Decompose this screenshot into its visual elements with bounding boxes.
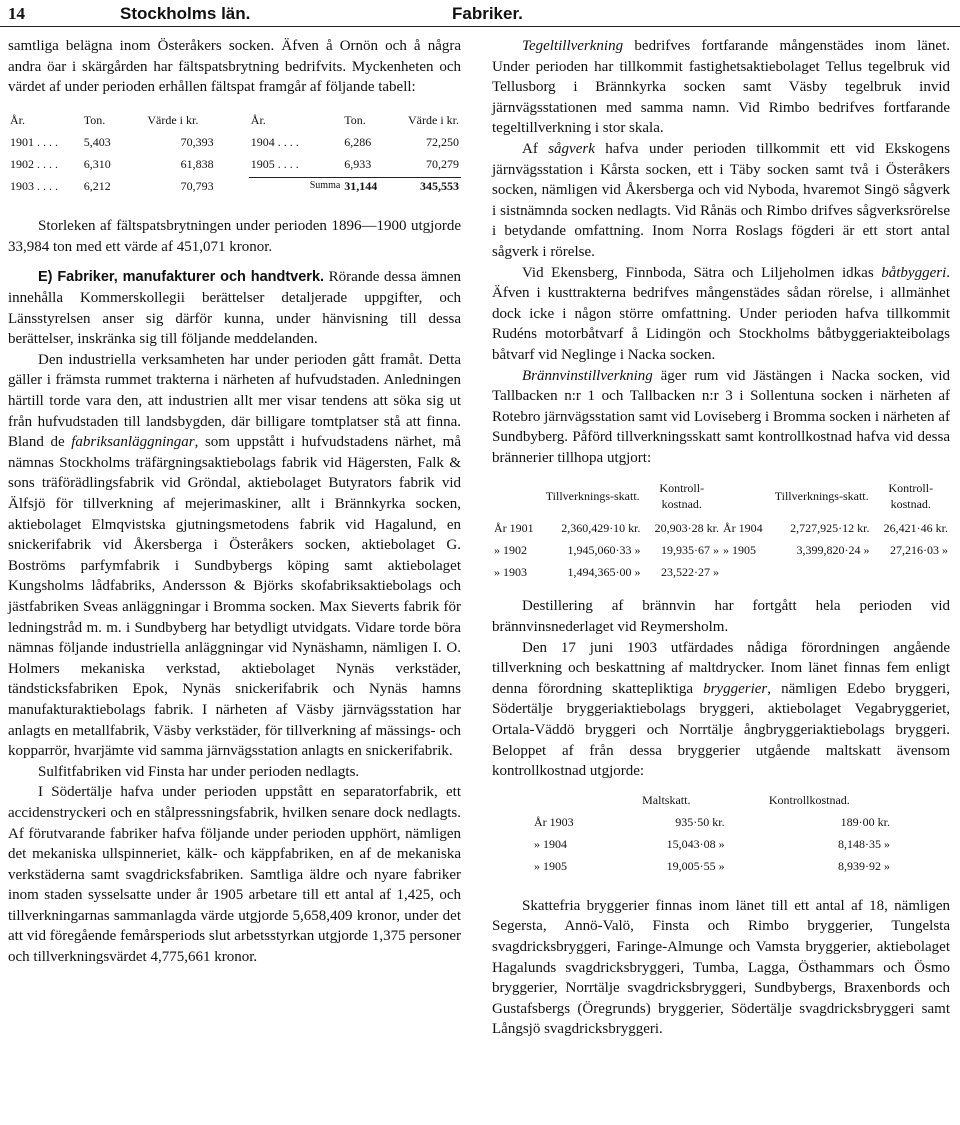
sulfite-paragraph: Sulfitfabriken vid Finsta har under perioden nedlagts. <box>38 763 360 780</box>
table-cell: År 1903 <box>534 814 574 829</box>
brick-emphasis: Tegeltillverkning <box>522 38 624 54</box>
malt-law-text: Den 17 juni 1903 utfärdades nådiga förordningen angående tillverkning och beskattning af maltdrycker. Inom länet finnas fem enligt denna förordning skattepliktiga <box>492 639 950 697</box>
sawmill-emphasis: sågverk <box>548 140 595 157</box>
table-cell: » 1902 <box>494 543 527 558</box>
table-cell: » 1904 <box>534 836 567 851</box>
table-cell: 6,286 <box>344 134 372 149</box>
table-cell: 1905 . . . . <box>250 156 299 171</box>
table-cell: » 1905 <box>722 543 756 558</box>
table-row <box>492 542 950 558</box>
size-paragraph: Storleken af fältspatsbrytningen under perioden 1896—1900 utgjorde 33,984 ton med ett värde af 451,071 kronor. <box>8 218 461 255</box>
sawmill-prefix: Af <box>522 140 549 157</box>
table-header <box>492 480 543 512</box>
feldspar-table <box>8 112 461 195</box>
table-cell: 61,838 <box>180 156 214 171</box>
table-row <box>8 156 461 172</box>
table-header <box>721 480 772 512</box>
development-paragraph <box>8 350 461 762</box>
table-row <box>532 858 892 874</box>
distillation-paragraph: Destillering af brännvin har fortgått hela perioden vid brännvinsnederlaget vid Reymersholm. <box>492 598 950 636</box>
left-column <box>8 36 461 968</box>
development-emphasis: fabriksanläggningar <box>71 434 195 451</box>
table-row <box>8 178 461 195</box>
table-header: Kontrollkostnad. <box>768 792 850 807</box>
table-header <box>532 792 606 808</box>
table-row <box>492 564 950 580</box>
sodertalje-paragraph: I Södertälje hafva under perioden uppstått en separatorfabrik, ett accidenstryckeri och en stålpressningsfabrik, hvilken senare dock nedlagts. Af förutvarande fabriker hafva följande under perioden upphört, nämligen det mekaniska ullspinneriet, kälk- och käppfabriken, en af de mekaniska verkstäderna samt svagdricksfabriken. Samtliga äldre och nyare fabriker inom staden sysselsatte under år 1905 arbetare till ett antal af 1,425, och tillverkningarnas sammanlagda värde utgjorde 5,658,409 kronor, under det att vid föregående femårsperiods slut arbetsstyrkan utgjorde 1,375 personer och tillverkningsvärdet 4,775,661 kronor. <box>8 784 461 966</box>
sawmill-text: hafva under perioden tillkommit ett vid Ekskogens järnvägsstation i Kårsta socken, ett i Täby socken samt två i Österåkers socken, nämligen vid Åkersberga och vid Nyboda, hvaremot Singö sågverk i sistnämnda socken nedlagts. Vid Rånäs och Rimbo drifves sågverksrörelse i betydande omfattning. Inom Norra Roslags fögderi är ett stort antal sågverk i rörelse. <box>492 140 951 260</box>
table-cell: » 1903 <box>494 565 527 580</box>
header-rule <box>0 26 960 27</box>
table-cell: 189·00 kr. <box>840 814 890 829</box>
table-cell: 6,310 <box>83 156 111 171</box>
table-header: Ton. <box>344 112 366 127</box>
table-header: År. <box>250 112 266 127</box>
table-header-row <box>492 480 950 512</box>
table-cell: 70,279 <box>426 156 459 171</box>
sawmill-paragraph <box>492 139 950 263</box>
section-e-text: Rörande dessa ämnen innehålla Kommerskollegii berättelser detaljerade uppgifter, och Länsstyrelsen anser sig därför kunna, under hänvisning till dessa berättelser, inskränka sig till följande meddelanden. <box>8 269 461 348</box>
table-cell: 1,945,060·33 » <box>567 543 641 558</box>
malt-tax-table <box>532 792 892 874</box>
development-text: Den industriella verksamheten har under perioden gått framåt. Detta gäller i främsta rummet trakterna i närheten af hufvudstaden. Anledningen härtill torde vara den, att industrien allt mer visar tendens att söka sig ut från hufvudstaden till landsbygden, där billigare tomtplatser stå att finna. Bland de <box>8 351 461 451</box>
section-title: Fabriker. <box>452 4 523 23</box>
malt-law-emphasis: bryggerier <box>703 680 768 697</box>
right-column <box>492 36 950 1040</box>
table-header-row <box>532 792 892 808</box>
table-cell: 20,903·28 kr. <box>654 521 719 536</box>
table-cell: 26,421·46 kr. <box>883 521 948 536</box>
table-cell: 1904 . . . . <box>250 134 299 149</box>
table-header: Maltskatt. <box>642 792 691 807</box>
malt-law-text-rest: , nämligen Edebo bryggeri, Södertälje bryggeriaktiebolags bryggeri, aktiebolaget Vegabryggeriet, Ortala-Väddö bryggeri och Norrtälje ångbryggeriaktiebolags bryggeri. Beloppet af från dessa bryggerier utgående maltskatt ävensom kontrollkostnad utgjorde: <box>492 680 950 780</box>
boat-prefix: Vid Ekensberg, Finnboda, Sätra och Liljeholmen idkas <box>522 264 882 281</box>
sum-ton: 31,144 <box>342 178 406 195</box>
table-row <box>8 134 461 150</box>
table-cell: 3,399,820·24 » <box>796 543 870 558</box>
tax-free-paragraph: Skattefria bryggerier finnas inom länet till ett antal af 18, nämligen Segersta, Annö-Valö, Finsta och Rimbo bryggerier, Tungelsta svagdricksbryggeri, Faringe-Almunge och Vamsta bryggerier, aktiebolaget Hagalunds svagdricksbryggeri, Tumba, Lagga, Östhammars och Ösmo bryggerier, Norrtälje svagdricksbryggeri, Sundbybergs, Braxenbords och Gustafsbergs (Öregrunds) bryggerier, Södertälje svagdricksbryggeri samt Långsjö svagdricksbryggeri. <box>492 897 950 1038</box>
boat-emphasis: båtbyggeri <box>881 264 947 281</box>
section-e-paragraph <box>8 267 461 349</box>
table-cell: 8,939·92 » <box>838 858 890 873</box>
table-cell: 1902 . . . . <box>10 156 58 171</box>
table-cell: 23,522·27 » <box>660 565 719 580</box>
table-cell: 27,216·03 » <box>890 543 948 558</box>
table-cell: 1903 . . . . <box>10 179 58 194</box>
table-header: Kontroll-kostnad. <box>659 481 705 512</box>
table-header-row <box>8 112 461 128</box>
spirits-paragraph <box>492 366 950 469</box>
table-cell: 72,250 <box>426 134 459 149</box>
sum-label: Summa <box>249 178 343 195</box>
county-title: Stockholms län. <box>120 4 251 23</box>
section-e-heading: E) Fabriker, manufakturer och handtverk. <box>38 269 325 286</box>
table-cell: 5,403 <box>83 134 111 149</box>
table-cell: 19,005·55 » <box>666 858 725 873</box>
spirits-tax-table <box>492 480 950 580</box>
table-cell: År 1901 <box>494 521 534 536</box>
spirits-text: äger rum vid Jästängen i Nacka socken, vid Tallbacken n:r 1 och Tallbacken n:r 3 i Sollentuna socken i närheten af Rotebro järnvägsstation samt vid Loviseberg i Bromma socken i närheten af Sundbyberg. Påförd tillverkningsskatt samt kontrollkostnad hafva vid dessa brännerier tillhopa utgjort: <box>492 367 950 466</box>
table-cell: 2,727,925·12 kr. <box>790 521 870 536</box>
table-cell: 6,212 <box>83 179 111 194</box>
sum-value: 345,553 <box>406 178 461 195</box>
table-cell: 1,494,365·00 » <box>567 565 641 580</box>
table-cell: 70,793 <box>180 179 214 194</box>
table-cell: » 1905 <box>534 858 567 873</box>
table-row <box>492 520 950 536</box>
table-header: Tillverknings-skatt. <box>774 489 869 504</box>
table-cell: 6,933 <box>344 156 372 171</box>
table-cell: 935·50 kr. <box>675 814 725 829</box>
table-cell: 70,393 <box>180 134 214 149</box>
table-cell: 19,935·67 » <box>660 543 719 558</box>
table-cell: 8,148·35 » <box>838 836 890 851</box>
development-text-rest: , som uppstått i hufvudstadens närhet, må nämnas Stockholms träfärgningsaktiebolags fabrik vid Hägersten, Falk & sons träförädlingsfabrik vid Gröndal, aktiebolaget Butyrators fabrik vid Älfsjö för tillverkning af mejerimaskiner, allt i Brännkyrka socken, aktiebolaget Elmqvistska gjutningsmetodens fabrik vid Hagalund, en snickerifabrik vid Åkersberga i Österåkers socken, aktiebolaget G. Boströms parfymfabrik i Sundbybergs köping samt aktiebolaget Kungsholms lådfabriks, Andersson & Björks skofabriksaktiebolags och jästfabriken Sveas anläggningar i Bromma socken. Max Sieverts fabrik för ledningstråd m. m. i Sundbyberg har betydligt utvidgats. Vidare torde böra nämnas följande industriella anläggningar vid Nynäshamn, nämligen I. O. Holmers mekaniska verkstad, aktiebolaget Nynäs verkstäder, tändsticksfabriken Epok, Nynäs snickerifabrik och Nynäs hamns manufakturaktiebolags fabrik. I närheten af Väsby järnvägsstation har anlagts en metallfabrik, Väsby verkstäder, för tillverkning af mässings- och kopparrör, hvarjämte vid samma järnvägsstation anlagts en snickerifabrik. <box>8 434 461 760</box>
page-header <box>8 4 952 28</box>
table-cell: 15,043·08 » <box>666 836 725 851</box>
table-cell: 2,360,429·10 kr. <box>561 521 641 536</box>
malt-law-paragraph <box>492 638 950 782</box>
brick-paragraph <box>492 36 950 139</box>
spirits-emphasis: Brännvinstillverkning <box>522 367 653 384</box>
table-header: Värde i kr. <box>147 112 199 127</box>
boat-paragraph <box>492 263 950 366</box>
table-header: Kontroll-kostnad. <box>888 481 934 512</box>
table-header: Tillverknings-skatt. <box>545 489 640 504</box>
table-cell: 1901 . . . . <box>10 134 58 149</box>
table-header: Värde i kr. <box>408 112 459 127</box>
boat-text: . Äfven i kusttrakterna bedrifves mångenstädes sådan rörelse, i allmänhet dock icke i någon större omfattning. Under perioden hafva tillkommit Rudéns motorbåtvarf å Lidingön och Stockholms båtbyggeriakteibolags båtvarf vid Neglinge i Nacka socken. <box>492 264 950 363</box>
page-number: 14 <box>8 4 25 23</box>
intro-paragraph: samtliga belägna inom Österåkers socken. Äfven å Ornön och å några andra öar i skärgården har fältspatsbrytning bedrifvits. Myckenheten och värdet af under perioden erhållen fältspat framgår af följande tabell: <box>8 38 461 96</box>
table-row <box>532 836 892 852</box>
table-header: År. <box>10 112 25 127</box>
table-cell: År 1904 <box>722 521 763 536</box>
table-row <box>532 814 892 830</box>
brick-text: bedrifves fortfarande mångenstädes inom länet. Under perioden har tillkommit fastighetsaktiebolaget Tellus tegelbruk vid Tellusborg i Brännkyrka socken samt Väsby tegelbruk invid järnvägsstationen med samma namn. Vid Rimbo bedrifves fortfarande tegeltillverkning i stor skala. <box>492 38 950 137</box>
table-header: Ton. <box>83 112 106 127</box>
